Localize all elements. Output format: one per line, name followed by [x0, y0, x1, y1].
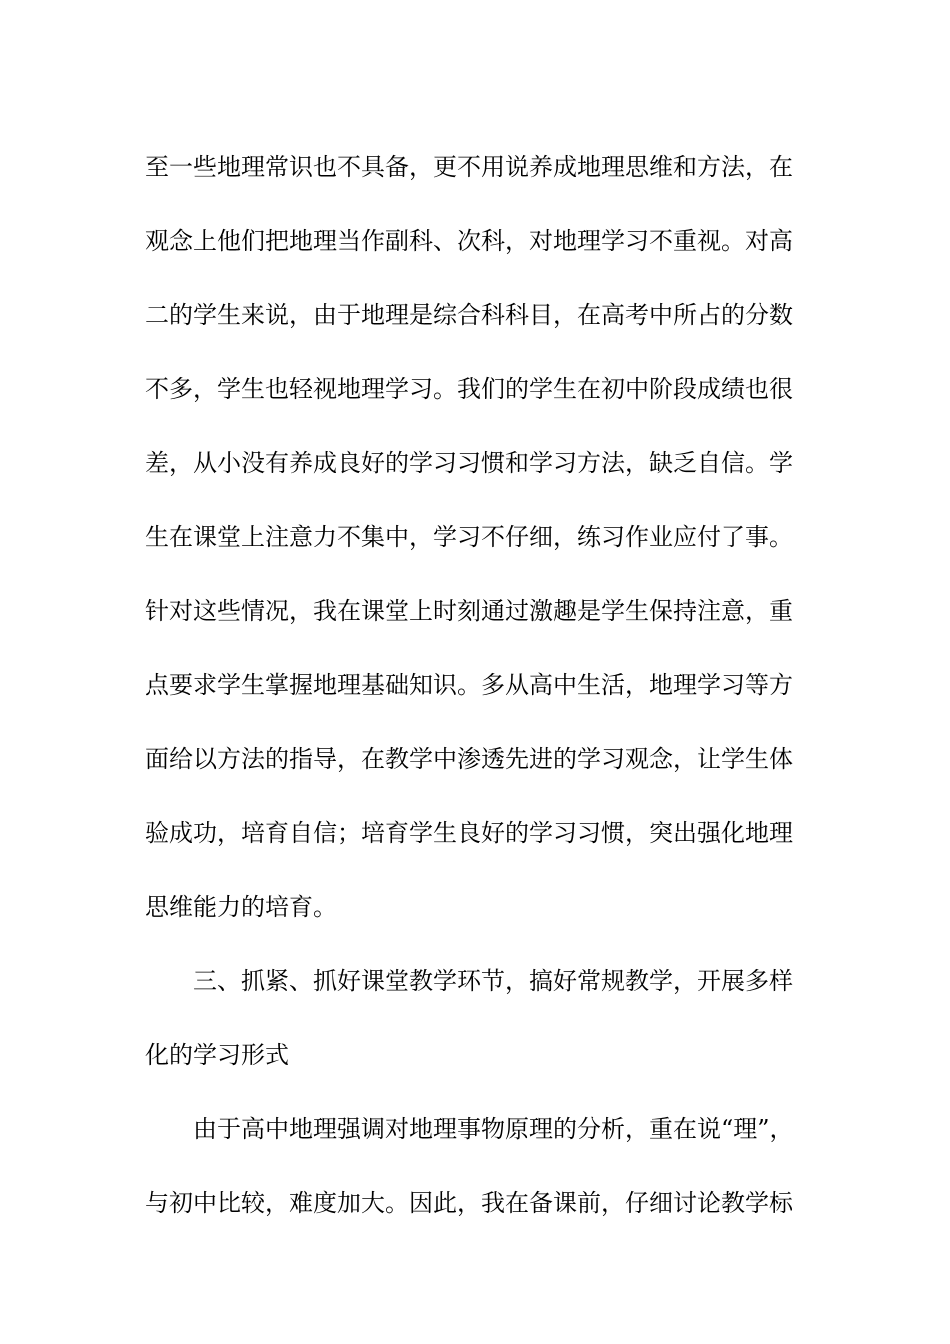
text-line: 思维能力的培育。: [145, 893, 337, 921]
text-line: 不多，学生也轻视地理学习。我们的学生在初中阶段成绩也很: [145, 375, 793, 403]
text-line: 差，从小没有养成良好的学习习惯和学习方法，缺乏自信。学: [145, 449, 793, 477]
document-body: [145, 130, 810, 1240]
text-line: 观念上他们把地理当作副科、次科，对地理学习不重视。对高: [145, 227, 793, 255]
text-line: 点要求学生掌握地理基础知识。多从高中生活，地理学习等方: [145, 671, 793, 699]
section-heading-line: 化的学习形式: [145, 1041, 289, 1069]
text-line: 面给以方法的指导，在教学中渗透先进的学习观念，让学生体: [145, 745, 793, 773]
text-line: 生在课堂上注意力不集中，学习不仔细，练习作业应付了事。: [145, 523, 793, 551]
text-line: 针对这些情况，我在课堂上时刻通过激趣是学生保持注意，重: [145, 597, 793, 625]
text-line: 由于高中地理强调对地理事物原理的分析，重在说“理”，: [193, 1115, 794, 1143]
text-line: 与初中比较，难度加大。因此，我在备课前，仔细讨论教学标: [145, 1189, 793, 1217]
text-line: 至一些地理常识也不具备，更不用说养成地理思维和方法，在: [145, 153, 793, 181]
text-line: 验成功，培育自信；培育学生良好的学习习惯，突出强化地理: [145, 819, 793, 847]
text-line: 二的学生来说，由于地理是综合科科目，在高考中所占的分数: [145, 301, 793, 329]
section-heading-line: 三、抓紧、抓好课堂教学环节，搞好常规教学，开展多样: [193, 967, 793, 995]
